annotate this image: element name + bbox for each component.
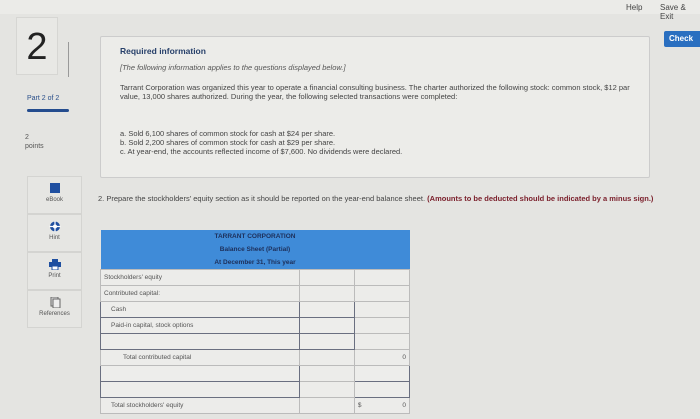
total-equity-value — [354, 397, 409, 413]
table-row — [101, 397, 410, 413]
documents-icon — [49, 297, 61, 308]
row-label: Stockholders' equity — [101, 269, 300, 285]
total-contributed-value: 0 — [354, 349, 409, 365]
transaction-list — [120, 129, 402, 156]
references-button[interactable] — [27, 290, 82, 328]
cell — [354, 269, 409, 285]
cell — [299, 397, 354, 413]
transaction-c: c. At year-end, the accounts reflected income of $7,600. No dividends were declared. — [120, 147, 403, 156]
table-row — [101, 301, 410, 317]
cell — [299, 365, 354, 381]
cell — [299, 285, 354, 301]
account-select[interactable] — [101, 333, 300, 349]
print-label: Print — [48, 273, 61, 279]
question-prompt — [98, 194, 678, 203]
hint-button[interactable] — [27, 214, 82, 252]
balance-sheet-table — [100, 230, 410, 414]
table-row — [101, 285, 410, 301]
table-row — [101, 365, 410, 381]
points — [25, 133, 44, 151]
save-exit-button[interactable]: Save & Exit — [660, 3, 686, 21]
account-select[interactable]: Cash — [101, 301, 300, 317]
points-value: 2 — [25, 134, 29, 141]
account-select[interactable]: Paid-in capital, stock options — [101, 317, 300, 333]
divider — [68, 42, 69, 77]
check-button[interactable]: Check — [664, 31, 700, 47]
ebook-label: eBook — [45, 197, 63, 203]
account-select[interactable] — [101, 365, 300, 381]
currency-symbol: $ — [357, 401, 362, 409]
row-label: Contributed capital: — [101, 285, 300, 301]
table-row — [101, 349, 410, 365]
cell — [299, 349, 354, 365]
cell — [299, 381, 354, 397]
cell — [354, 285, 409, 301]
info-title: Required information — [120, 46, 206, 56]
info-paragraph: Tarrant Corporation was organized this year to operate a financial consulting business. The charter authorized the following stock: common stock, $12 par value, 13,000 shares authorized. During the year, the following selected transactions were completed: — [120, 83, 630, 101]
question-number: 2 — [16, 17, 58, 75]
hint-label: Hint — [49, 235, 60, 241]
table-title-company: TARRANT CORPORATION — [101, 230, 410, 243]
account-select[interactable] — [101, 381, 300, 397]
part-progress-bar — [27, 109, 69, 112]
required-information-panel — [100, 36, 650, 178]
printer-icon — [49, 259, 61, 270]
ebook-button[interactable] — [27, 176, 82, 214]
print-button[interactable] — [27, 252, 82, 290]
cell — [354, 301, 409, 317]
cell — [354, 317, 409, 333]
top-bar — [0, 0, 700, 14]
cell — [299, 269, 354, 285]
part-indicator: Part 2 of 2 — [27, 95, 60, 102]
amount-input[interactable] — [354, 365, 409, 381]
book-icon — [49, 183, 61, 194]
lifebuoy-icon — [49, 221, 61, 232]
info-note: [The following information applies to the questions displayed below.] — [120, 63, 346, 72]
row-label: Total stockholders' equity — [101, 397, 300, 413]
table-row — [101, 269, 410, 285]
amount-input[interactable] — [299, 301, 354, 317]
total-equity-amount: 0 — [402, 401, 406, 409]
question-instruction: (Amounts to be deducted should be indicated by a minus sign.) — [427, 194, 654, 203]
table-row — [101, 333, 410, 349]
cell — [354, 333, 409, 349]
points-label: points — [25, 143, 44, 150]
row-label: Total contributed capital — [101, 349, 300, 365]
question-text: 2. Prepare the stockholders' equity section as it should be reported on the year-end balance sheet. — [98, 194, 426, 203]
transaction-b: b. Sold 2,200 shares of common stock for cash at $29 per share. — [120, 138, 336, 147]
table-row — [101, 381, 410, 397]
table-title-statement: Balance Sheet (Partial) — [101, 243, 410, 256]
references-label: References — [39, 311, 70, 317]
table-row — [101, 317, 410, 333]
help-link[interactable]: Help — [626, 3, 643, 12]
table-title-date: At December 31, This year — [101, 256, 410, 269]
transaction-a: a. Sold 6,100 shares of common stock for cash at $24 per share. — [120, 129, 336, 138]
amount-input[interactable] — [299, 333, 354, 349]
amount-input[interactable] — [299, 317, 354, 333]
amount-input[interactable] — [354, 381, 409, 397]
